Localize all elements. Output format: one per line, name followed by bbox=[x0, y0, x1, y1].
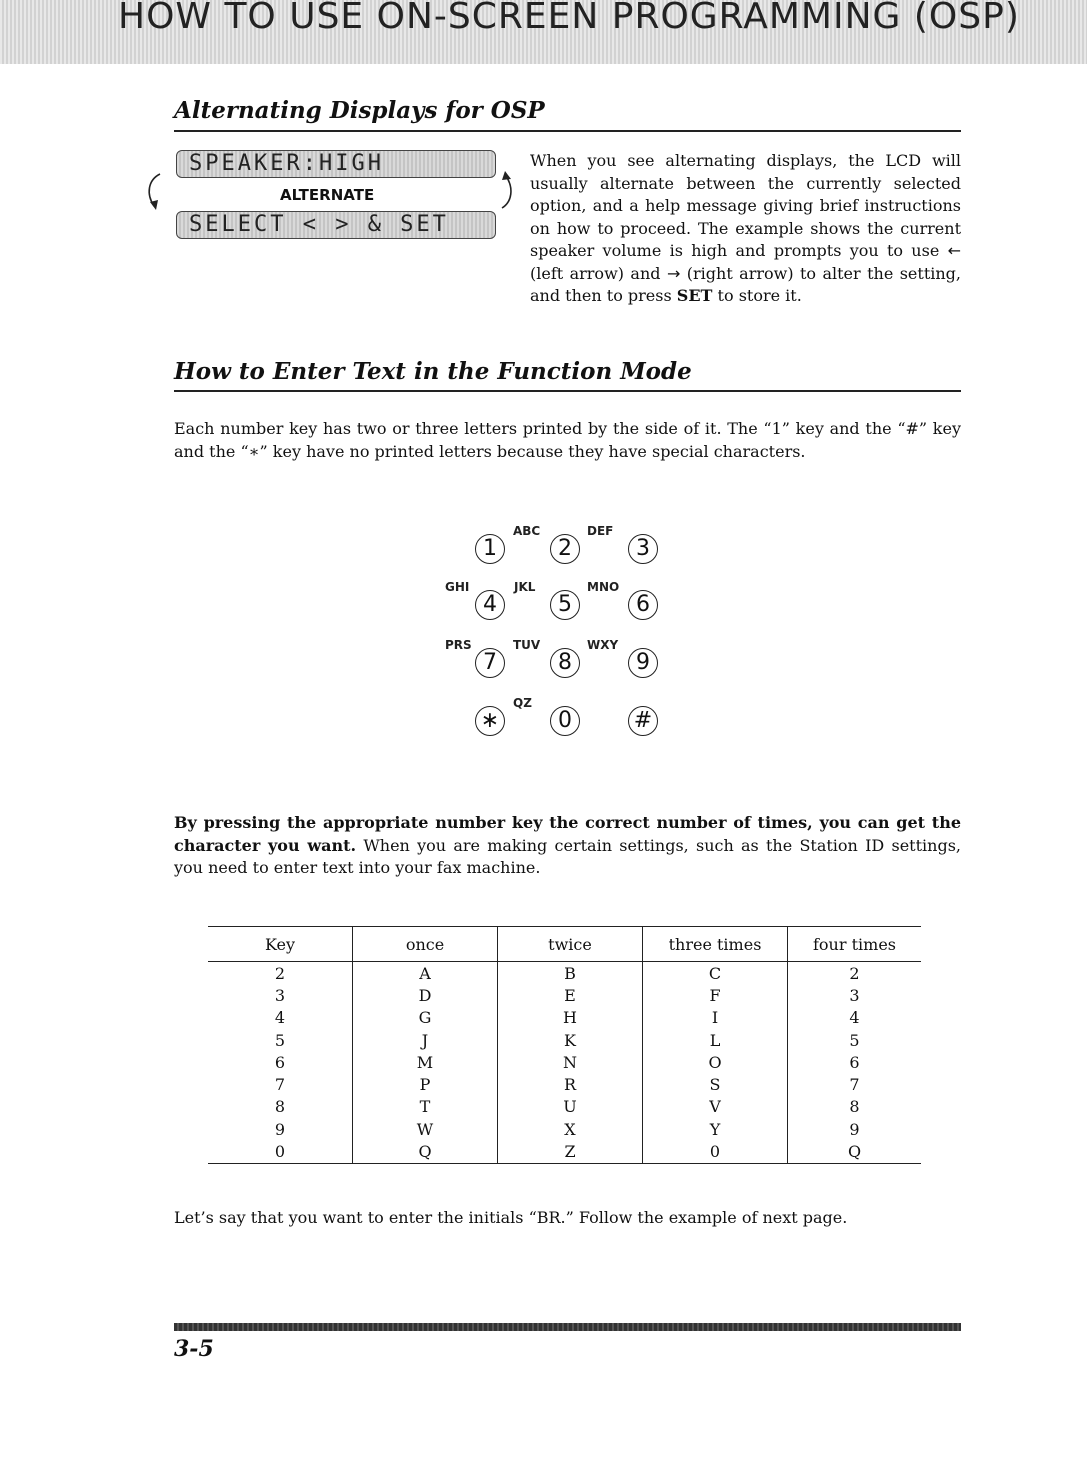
section-rule bbox=[174, 130, 961, 132]
cell-three-times: 0 bbox=[643, 1140, 788, 1163]
column-header-key: Key bbox=[208, 927, 353, 962]
intro-paragraph: Each number key has two or three letters printed by the side of it. The “1” key and the “#” key and the “∗” key have no printed letters because they have special characters. bbox=[174, 419, 961, 461]
cell-key: 5 bbox=[274, 1030, 286, 1050]
cell-key: 8 bbox=[274, 1097, 286, 1117]
table-row bbox=[208, 1073, 921, 1095]
section-title-alternating: Alternating Displays for OSP bbox=[174, 97, 545, 124]
page-number: 3-5 bbox=[174, 1336, 214, 1362]
keypad-diagram bbox=[440, 516, 680, 746]
cell-twice: U bbox=[498, 1096, 643, 1118]
right-arrow-text: (right arrow) to alter the setting, and then to press bbox=[530, 263, 962, 305]
key-7-letters: PRS bbox=[445, 638, 472, 652]
key-9: 9 bbox=[628, 648, 658, 678]
cell-three-times: O bbox=[643, 1051, 788, 1073]
cell-three-times: Y bbox=[643, 1118, 788, 1140]
key-star: ∗ bbox=[475, 706, 505, 736]
table-row bbox=[208, 1096, 921, 1118]
key-2-letters: ABC bbox=[513, 524, 541, 538]
column-header-four-times: four times bbox=[788, 927, 922, 962]
key-0: 0 bbox=[550, 706, 580, 736]
column-header-three-times: three times bbox=[643, 927, 788, 962]
cell-key: 0 bbox=[274, 1142, 286, 1162]
key-7: 7 bbox=[475, 648, 505, 678]
table-row bbox=[208, 1007, 921, 1029]
table-row bbox=[208, 962, 921, 985]
footer-bar bbox=[174, 1323, 961, 1331]
cell-once: Q bbox=[353, 1140, 498, 1163]
cell-key: 4 bbox=[274, 1008, 286, 1028]
cell-twice: X bbox=[498, 1118, 643, 1140]
table-row bbox=[208, 1029, 921, 1051]
instruction-paragraph bbox=[174, 812, 961, 880]
cell-twice: B bbox=[498, 962, 643, 985]
table-header-row bbox=[208, 927, 921, 962]
key-4-letters: GHI bbox=[445, 580, 470, 594]
instruction-followup: When you are making certain settings, such as the Station ID settings, you need to enter text into your fax machine. bbox=[174, 835, 961, 877]
cell-three-times: S bbox=[643, 1073, 788, 1095]
cell-once: T bbox=[353, 1096, 498, 1118]
alternate-bracket-right-icon bbox=[492, 168, 522, 218]
cell-twice: N bbox=[498, 1051, 643, 1073]
table-row bbox=[208, 984, 921, 1006]
closing-paragraph: Let’s say that you want to enter the initials “BR.” Follow the example of next page. bbox=[174, 1208, 848, 1227]
cell-twice: Z bbox=[498, 1140, 643, 1163]
cell-once: D bbox=[353, 984, 498, 1006]
key-5: 5 bbox=[550, 590, 580, 620]
cell-three-times: L bbox=[643, 1029, 788, 1051]
alternating-description bbox=[530, 150, 961, 308]
key-8: 8 bbox=[550, 648, 580, 678]
cell-once: W bbox=[353, 1118, 498, 1140]
cell-three-times: C bbox=[643, 962, 788, 985]
key-8-letters: TUV bbox=[513, 638, 541, 652]
header-title: HOW TO USE ON-SCREEN PROGRAMMING (OSP) bbox=[118, 0, 1020, 37]
key-1: 1 bbox=[475, 534, 505, 564]
key-5-letters: JKL bbox=[514, 580, 536, 594]
key-3-letters: DEF bbox=[587, 524, 614, 538]
alternating-text-1: When you see alternating displays, the LCD will usually alternate between the currently selected option, and a help message giving brief instructions on how to proceed. The example shows the current speaker volume is high and prompts you to use bbox=[530, 151, 961, 260]
cell-four-times: 4 bbox=[788, 1007, 922, 1029]
cell-four-times: 2 bbox=[788, 962, 922, 985]
table-row bbox=[208, 1051, 921, 1073]
left-arrow-text: (left arrow) and bbox=[530, 263, 661, 283]
right-arrow-icon: → bbox=[666, 263, 681, 283]
key-2: 2 bbox=[550, 534, 580, 564]
alternating-text-2: to store it. bbox=[717, 286, 802, 305]
table-row bbox=[208, 1118, 921, 1140]
cell-three-times: F bbox=[643, 984, 788, 1006]
cell-four-times: 5 bbox=[788, 1029, 922, 1051]
cell-key: 2 bbox=[274, 963, 286, 983]
key-press-table bbox=[208, 926, 921, 1164]
cell-once: M bbox=[353, 1051, 498, 1073]
table-row bbox=[208, 1140, 921, 1163]
cell-once: G bbox=[353, 1007, 498, 1029]
key-9-letters: WXY bbox=[587, 638, 619, 652]
cell-key: 3 bbox=[274, 985, 286, 1005]
alternate-bracket-left-icon bbox=[140, 170, 170, 220]
instruction-emphasis: By pressing the appropriate number key the correct number of times, you can get the character you want. bbox=[174, 813, 961, 855]
cell-four-times: 6 bbox=[788, 1051, 922, 1073]
cell-four-times: 8 bbox=[788, 1096, 922, 1118]
cell-key: 9 bbox=[274, 1119, 286, 1139]
cell-key: 6 bbox=[274, 1052, 286, 1072]
cell-twice: E bbox=[498, 984, 643, 1006]
cell-key: 7 bbox=[274, 1075, 286, 1095]
cell-three-times: V bbox=[643, 1096, 788, 1118]
cell-four-times: 9 bbox=[788, 1118, 922, 1140]
cell-three-times: I bbox=[643, 1007, 788, 1029]
cell-twice: K bbox=[498, 1029, 643, 1051]
section-rule bbox=[174, 390, 961, 392]
column-header-once: once bbox=[353, 927, 498, 962]
cell-once: P bbox=[353, 1073, 498, 1095]
table-body bbox=[208, 962, 921, 1164]
key-hash: # bbox=[628, 706, 658, 736]
header-band bbox=[0, 0, 1087, 64]
cell-twice: R bbox=[498, 1073, 643, 1095]
lcd-display-line2: SELECT < > & SET bbox=[176, 211, 496, 239]
cell-once: A bbox=[353, 962, 498, 985]
key-4: 4 bbox=[475, 590, 505, 620]
key-6: 6 bbox=[628, 590, 658, 620]
set-key-label: SET bbox=[676, 286, 713, 305]
cell-four-times: Q bbox=[788, 1140, 922, 1163]
column-header-twice: twice bbox=[498, 927, 643, 962]
cell-four-times: 3 bbox=[788, 984, 922, 1006]
cell-four-times: 7 bbox=[788, 1073, 922, 1095]
cell-twice: H bbox=[498, 1007, 643, 1029]
left-arrow-icon: ← bbox=[947, 241, 961, 260]
cell-once: J bbox=[353, 1029, 498, 1051]
section-title-enter-text: How to Enter Text in the Function Mode bbox=[174, 358, 692, 385]
key-6-letters: MNO bbox=[587, 580, 620, 594]
alternate-label: ALTERNATE bbox=[280, 186, 375, 204]
lcd-display-line1: SPEAKER:HIGH bbox=[176, 150, 496, 178]
key-3: 3 bbox=[628, 534, 658, 564]
key-0-letters: QZ bbox=[513, 696, 532, 710]
